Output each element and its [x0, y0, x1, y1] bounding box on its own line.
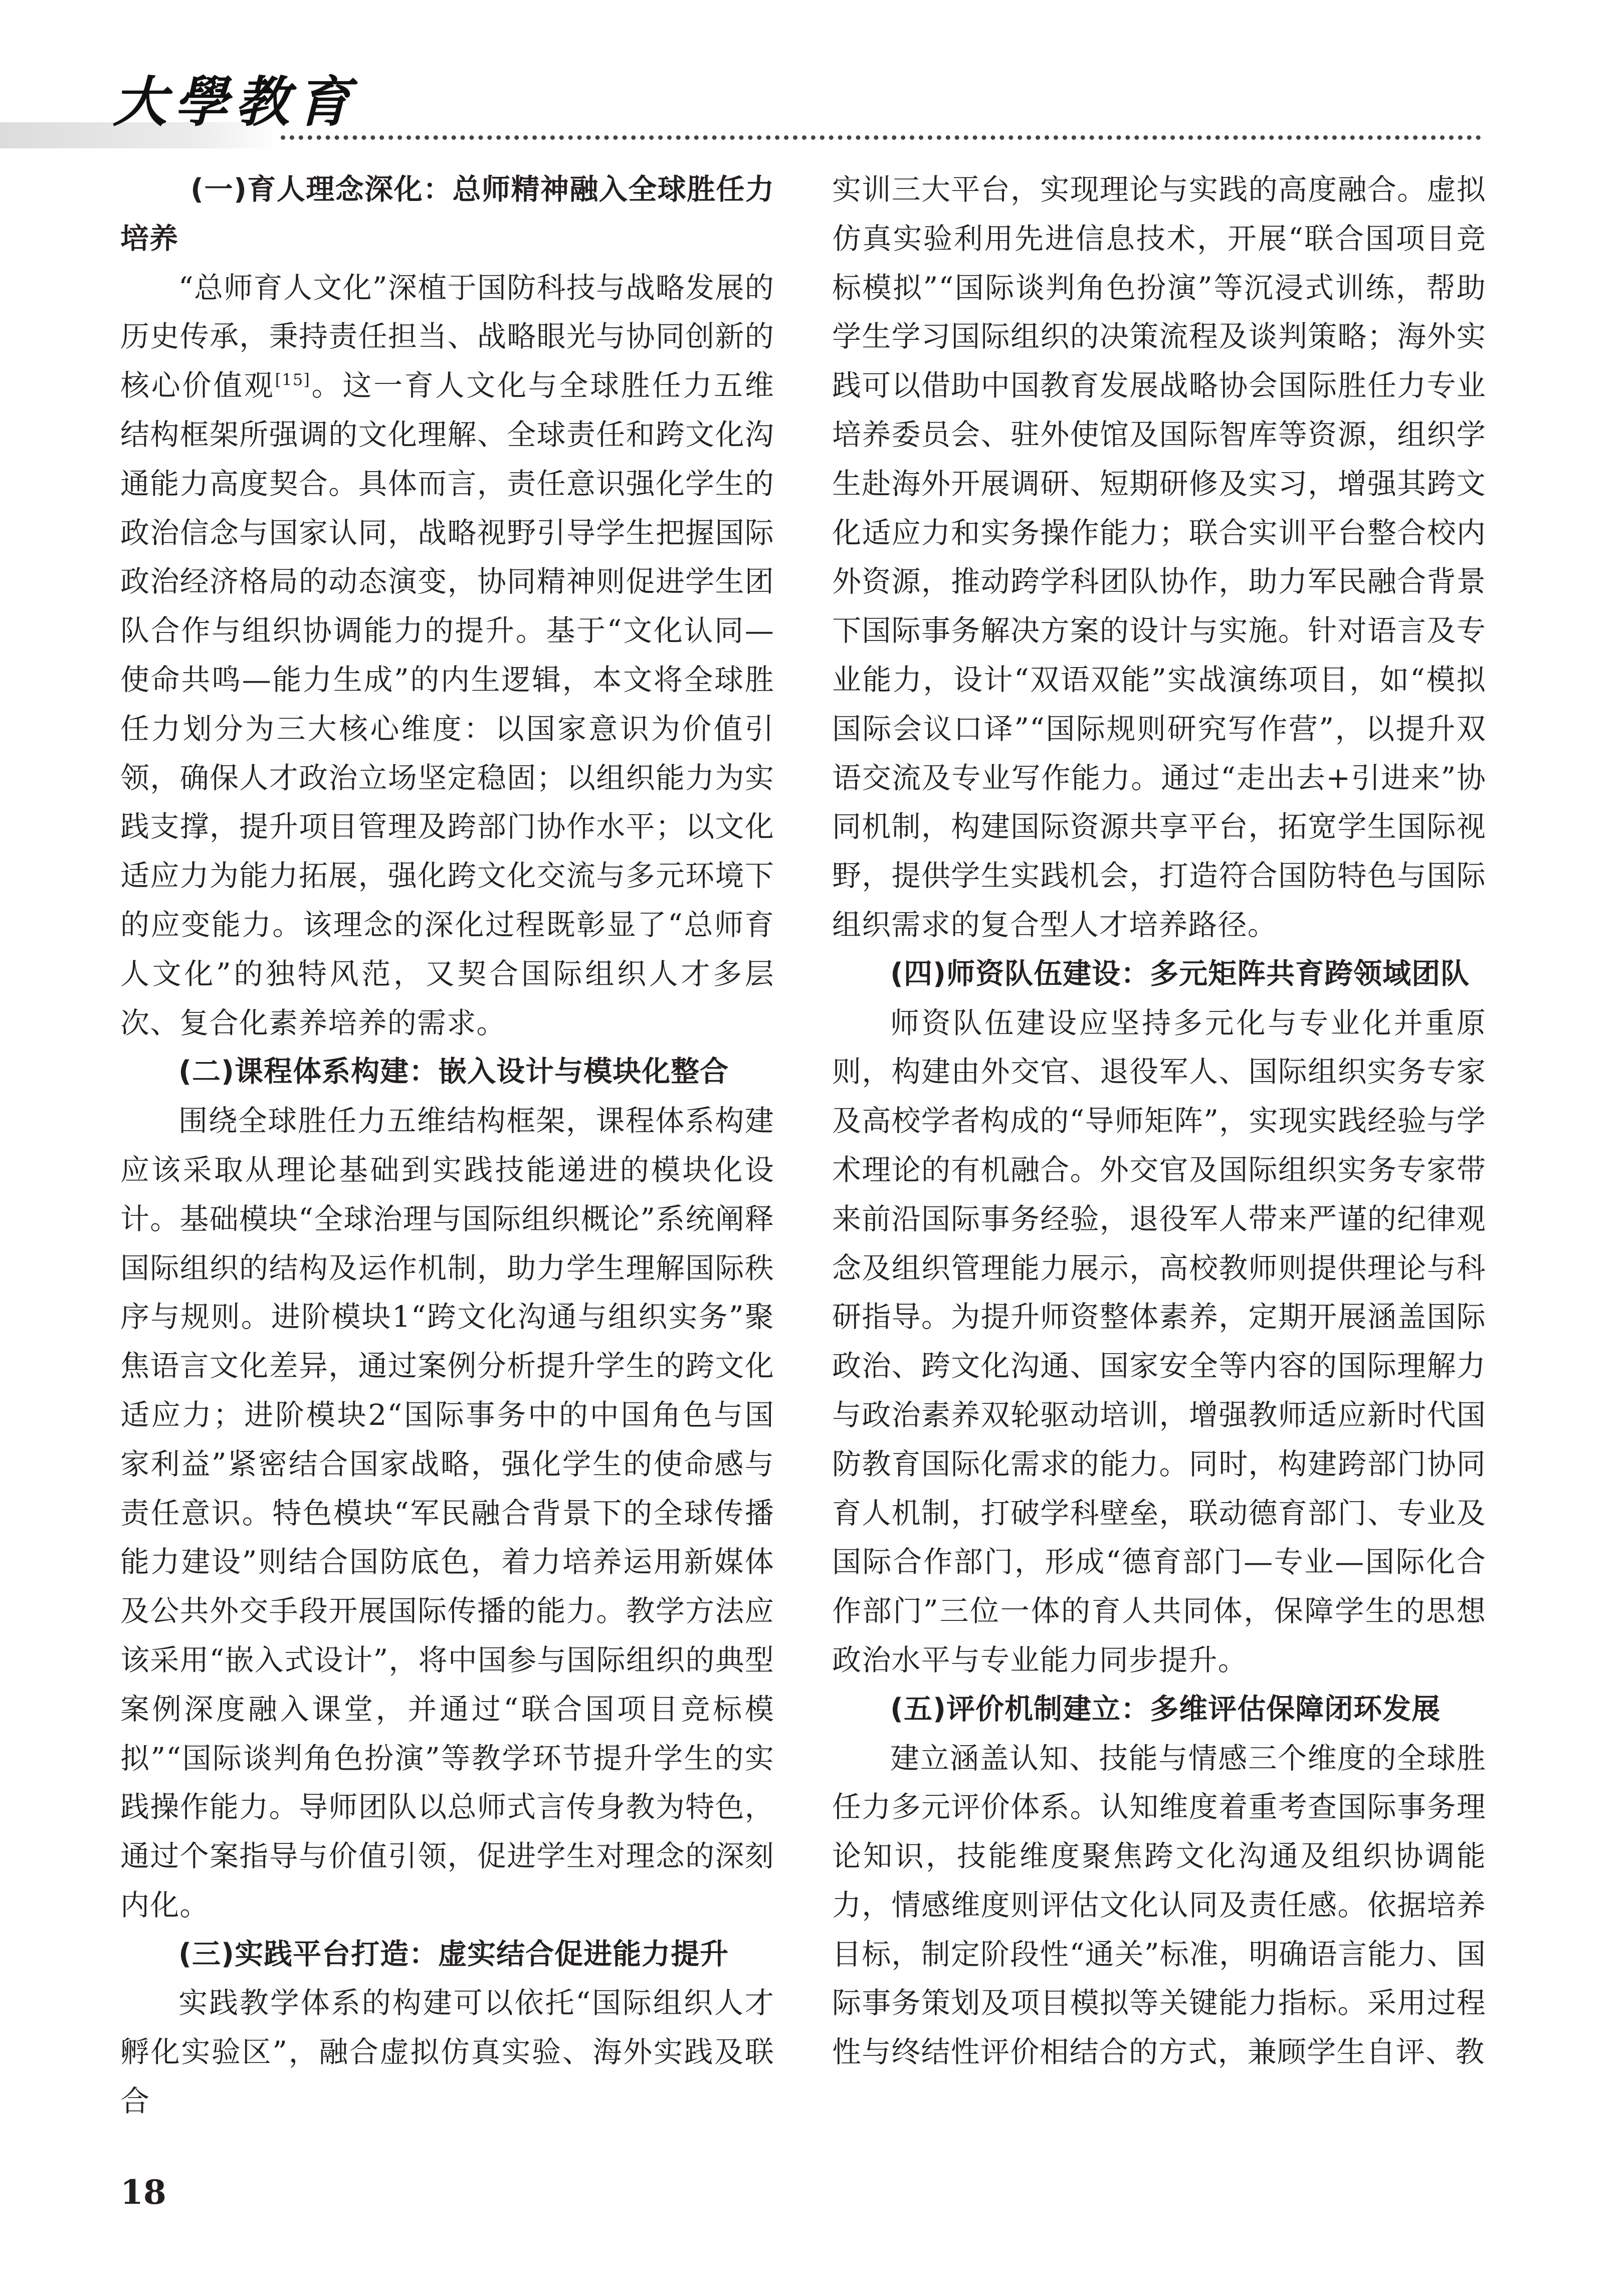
section-heading-4: (四)师资队伍建设：多元矩阵共育跨领域团队 [890, 957, 1470, 990]
left-column [120, 165, 774, 2126]
paragraph [120, 264, 774, 1048]
page-header [0, 0, 1614, 150]
paragraph-text: 。这一育人文化与全球胜任力五维结构框架所强调的文化理解、全球责任和跨文化沟通能力高度契合。具体而言，责任意识强化学生的政治信念与国家认同，战略视野引导学生把握国际政治经济格局的动态演变，协同精神则促进学生团队合作与组织协调能力的提升。基于“文化认同—使命共鸣—能力生成”的内生逻辑，本文将全球胜任力划分为三大核心维度：以国家意识为价值引领，确保人才政治立场坚定稳固；以组织能力为实践支撑，提升项目管理及跨部门协作水平；以文化适应力为能力拓展，强化跨文化交流与多元环境下的应变能力。该理念的深化过程既彰显了“总师育人文化”的独特风范，又契合国际组织人才多层次、复合化素养培养的需求。 [120, 368, 774, 1040]
header-dotted-rule [281, 135, 1481, 140]
paragraph: 师资队伍建设应坚持多元化与专业化并重原则，构建由外交官、退役军人、国际组织实务专家及高校学者构成的“导师矩阵”，实现实践经验与学术理论的有机融合。外交官及国际组织实务专家带来前沿国际事务经验，退役军人带来严谨的纪律观念及组织管理能力展示，高校教师则提供理论与科研指导。为提升师资整体素养，定期开展涵盖国际政治、跨文化沟通、国家安全等内容的国际理解力与政治素养双轮驱动培训，增强教师适应新时代国防教育国际化需求的能力。同时，构建跨部门协同育人机制，打破学科壁垒，联动德育部门、专业及国际合作部门，形成“德育部门—专业—国际化合作部门”三位一体的育人共同体，保障学生的思想政治水平与专业能力同步提升。 [832, 1005, 1486, 1677]
paragraph-continued: 实训三大平台，实现理论与实践的高度融合。虚拟仿真实验利用先进信息技术，开展“联合国项目竞标模拟”“国际谈判角色扮演”等沉浸式训练，帮助学生学习国际组织的决策流程及谈判策略；海外实践可以借助中国教育发展战略协会国际胜任力专业培养委员会、驻外使馆及国际智库等资源，组织学生赴海外开展调研、短期研修及实习，增强其跨文化适应力和实务操作能力；联合实训平台整合校内外资源，推动跨学科团队协作，助力军民融合背景下国际事务解决方案的设计与实施。针对语言及专业能力，设计“双语双能”实战演练项目，如“模拟国际会议口译”“国际规则研究写作营”，以提升双语交流及专业写作能力。通过“走出去+引进来”协同机制，构建国际资源共享平台，拓宽学生国际视野，提供学生实践机会，打造符合国防特色与国际组织需求的复合型人才培养路径。 [832, 172, 1486, 942]
right-column [832, 165, 1486, 2077]
paragraph-text: “总师育人文化”深植于国防科技与战略发展的历史传承，秉持责任担当、战略眼光与协同创新的核心价值观 [120, 270, 774, 403]
paragraph: 实践教学体系的构建可以依托“国际组织人才孵化实验区”，融合虚拟仿真实验、海外实践及联合 [120, 1986, 774, 2119]
section-heading-5: (五)评价机制建立：多维评估保障闭环发展 [890, 1692, 1441, 1726]
journal-title: 大學教育 [113, 71, 358, 134]
paragraph: 建立涵盖认知、技能与情感三个维度的全球胜任力多元评价体系。认知维度着重考查国际事务理论知识，技能维度聚焦跨文化沟通及组织协调能力，情感维度则评估文化认同及责任感。依据培养目标，制定阶段性“通关”标准，明确语言能力、国际事务策划及项目模拟等关键能力指标。采用过程性与终结性评价相结合的方式，兼顾学生自评、教 [832, 1741, 1486, 2069]
section-heading-3: (三)实践平台打造：虚实结合促进能力提升 [178, 1937, 729, 1971]
citation-ref: [15] [275, 370, 311, 389]
paragraph: 围绕全球胜任力五维结构框架，课程体系构建应该采取从理论基础到实践技能递进的模块化设计。基础模块“全球治理与国际组织概论”系统阐释国际组织的结构及运作机制，助力学生理解国际秩序与规则。进阶模块1“跨文化沟通与组织实务”聚焦语言文化差异，通过案例分析提升学生的跨文化适应力；进阶模块2“国际事务中的中国角色与国家利益”紧密结合国家战略，强化学生的使命感与责任意识。特色模块“军民融合背景下的全球传播能力建设”则结合国防底色，着力培养运用新媒体及公共外交手段开展国际传播的能力。教学方法应该采用“嵌入式设计”，将中国参与国际组织的典型案例深度融入课堂，并通过“联合国项目竞标模拟”“国际谈判角色扮演”等教学环节提升学生的实践操作能力。导师团队以总师式言传身教为特色，通过个案指导与价值引领，促进学生对理念的深刻内化。 [120, 1104, 774, 1922]
section-heading-2: (二)课程体系构建：嵌入设计与模块化整合 [178, 1055, 729, 1089]
page-number: 18 [120, 2173, 166, 2212]
section-heading-1: (一)育人理念深化：总师精神融入全球胜任力培养 [120, 173, 774, 255]
